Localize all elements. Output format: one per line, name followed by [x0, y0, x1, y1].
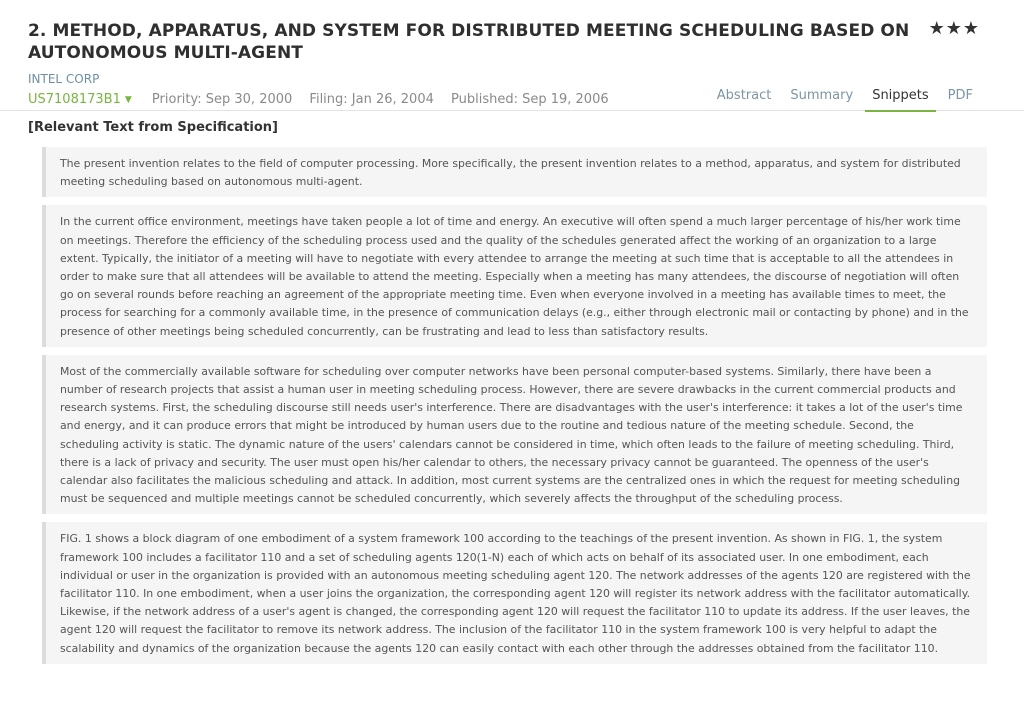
view-tabs	[705, 84, 980, 112]
published-date: Published: Sep 19, 2006	[451, 92, 609, 107]
patent-header	[0, 0, 1024, 111]
snippet-text: In the current office environment, meetings have taken people a lot of time and energy. An executive will often spend a much larger percentage of his/her work time on meetings. Therefore the efficiency of the scheduling process used and the quality of the schedules generated affect the working of an organization to a large extent. Typically, the initiator of a meeting will have to negotiate with every attendee to arrange the meeting at such time that is acceptable to all the attendees in order to make sure that all attendees will be available to attend the meeting. Especially when a meeting has many attendees, the discourse of negotiation will often go on several rounds before reaching an agreement of the appropriate meeting time. Even when everyone involved in a meeting has available times to meet, the process for searching for a commonly available time, in the presence of communication delays (e.g., either through electronic mail or contacting by phone) and in the presence of other meetings being scheduled concurrently, can be frustrating and lead to less than satisfactory results.	[42, 205, 987, 346]
tab-abstract[interactable]: Abstract	[710, 84, 779, 112]
tab-pdf[interactable]: PDF	[941, 84, 980, 112]
section-label: [Relevant Text from Specification]	[28, 120, 278, 135]
priority-date: Priority: Sep 30, 2000	[152, 92, 292, 107]
assignee: INTEL CORP	[28, 72, 99, 86]
chevron-down-icon[interactable]: ▼	[125, 95, 132, 105]
tab-summary[interactable]: Summary	[783, 84, 860, 112]
filing-date: Filing: Jan 26, 2004	[309, 92, 433, 107]
tab-snippets[interactable]: Snippets	[865, 84, 935, 112]
patent-number-link[interactable]: US7108173B1	[28, 92, 121, 107]
patent-meta	[28, 92, 622, 107]
snippet-list	[42, 147, 987, 672]
snippet-text: Most of the commercially available software for scheduling over computer networks have been personal computer-based systems. Similarly, there have been a number of research projects that assist a human user in meeting scheduling process. However, there are severe drawbacks in the current commercial products and research systems. First, the scheduling discourse still needs user's interference. There are disadvantages with the user's interference: it takes a lot of the user's time and energy, and it can produce errors that might be introduced by human users due to the routine and tedious nature of the meeting schedule. Second, the scheduling activity is static. The dynamic nature of the users' calendars cannot be considered in time, which often leads to the failure of meeting scheduling. Third, there is a lack of privacy and security. The user must open his/her calendar to others, the necessary privacy cannot be guaranteed. The openness of the user's calendar also facilitates the malicious scheduling and attack. In addition, most current systems are the centralized ones in which the request for meeting scheduling must be sequenced and multiple meetings cannot be scheduled concurrently, which severely affects the throughput of the scheduling process.	[42, 355, 987, 515]
snippet-text: The present invention relates to the field of computer processing. More specifically, the present invention relates to a method, apparatus, and system for distributed meeting scheduling based on autonomous multi-agent.	[42, 147, 987, 197]
patent-title: 2. METHOD, APPARATUS, AND SYSTEM FOR DISTRIBUTED MEETING SCHEDULING BASED ON AUTONOMOUS MULTI-AGENT	[28, 20, 918, 64]
rating-stars[interactable]: ★★★	[929, 18, 980, 39]
snippet-text: FIG. 1 shows a block diagram of one embodiment of a system framework 100 according to the teachings of the present invention. As shown in FIG. 1, the system framework 100 includes a facilitator 110 and a set of scheduling agents 120(1-N) each of which acts on behalf of its associated user. In one embodiment, each individual or user in the organization is provided with an autonomous meeting scheduling agent 120. The network addresses of the agents 120 are registered with the facilitator 110. In one embodiment, when a user joins the organization, the corresponding agent 120 will register its network address with the facilitator automatically. Likewise, if the network address of a user's agent is changed, the corresponding agent 120 will request the facilitator 110 to update its address. If the user leaves, the agent 120 will request the facilitator to remove its network address. The inclusion of the facilitator 110 in the system framework 100 is very helpful to adapt the scalability and dynamics of the organization because the agents 120 can easily contact with each other through the addresses obtained from the facilitator 110.	[42, 522, 987, 663]
